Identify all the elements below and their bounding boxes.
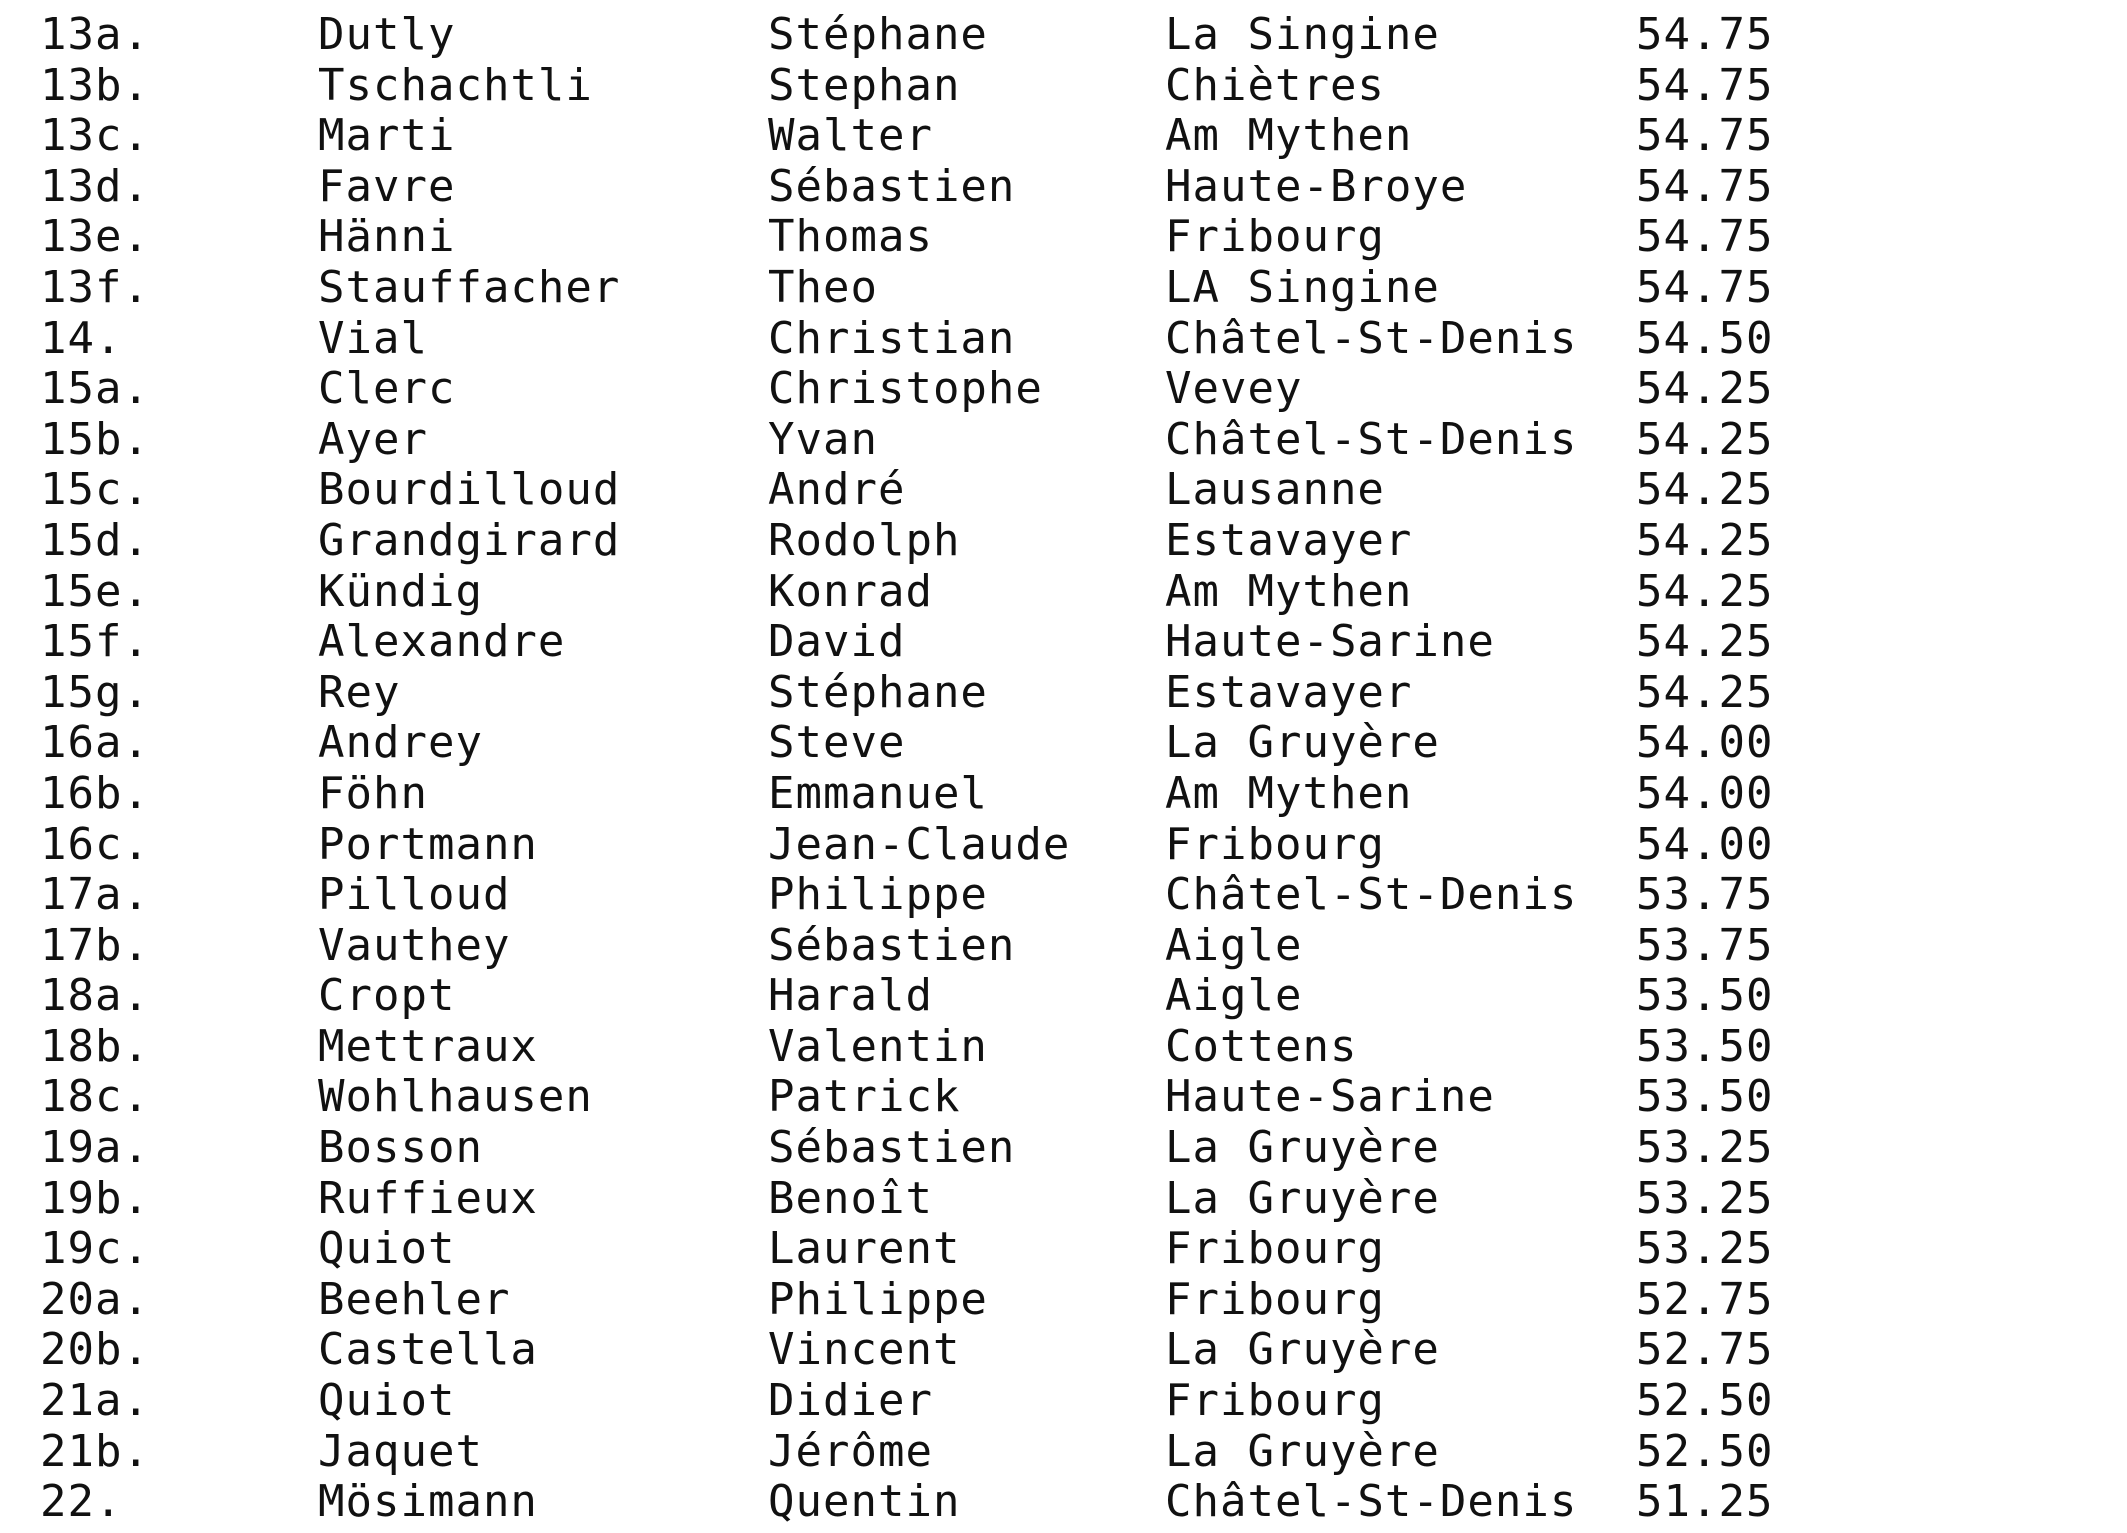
score-cell: 52.50: [1636, 1425, 1774, 1477]
result-row: [0, 769, 2127, 820]
last-name-cell: Föhn: [318, 767, 428, 819]
result-row: [0, 921, 2127, 972]
first-name-cell: Christophe: [768, 363, 1043, 415]
result-row: [0, 870, 2127, 921]
first-name-cell: David: [768, 616, 906, 668]
club-cell: LA Singine: [1165, 261, 1440, 313]
result-row: [0, 1376, 2127, 1427]
last-name-cell: Rey: [318, 666, 401, 718]
rank-cell: 18a.: [40, 970, 150, 1022]
club-cell: Am Mythen: [1165, 767, 1413, 819]
result-row: [0, 10, 2127, 61]
last-name-cell: Grandgirard: [318, 514, 621, 566]
last-name-cell: Ayer: [318, 413, 428, 465]
score-cell: 54.00: [1636, 818, 1774, 870]
score-cell: 53.50: [1636, 1020, 1774, 1072]
club-cell: Am Mythen: [1165, 110, 1413, 162]
rank-cell: 20b.: [40, 1324, 150, 1376]
score-cell: 53.75: [1636, 869, 1774, 921]
club-cell: Estavayer: [1165, 666, 1413, 718]
first-name-cell: Stéphane: [768, 9, 988, 60]
result-row: [0, 1224, 2127, 1275]
last-name-cell: Vial: [318, 312, 428, 364]
result-row: [0, 314, 2127, 365]
first-name-cell: Rodolph: [768, 514, 961, 566]
first-name-cell: Vincent: [768, 1324, 961, 1376]
score-cell: 53.75: [1636, 919, 1774, 971]
last-name-cell: Favre: [318, 160, 456, 212]
club-cell: La Gruyère: [1165, 1324, 1440, 1376]
last-name-cell: Mösimann: [318, 1476, 538, 1528]
club-cell: Fribourg: [1165, 1223, 1385, 1275]
score-cell: 54.75: [1636, 160, 1774, 212]
club-cell: Aigle: [1165, 919, 1303, 971]
club-cell: Fribourg: [1165, 211, 1385, 263]
club-cell: La Gruyère: [1165, 1172, 1440, 1224]
first-name-cell: Steve: [768, 717, 906, 769]
last-name-cell: Stauffacher: [318, 261, 621, 313]
first-name-cell: Didier: [768, 1375, 933, 1427]
first-name-cell: Thomas: [768, 211, 933, 263]
score-cell: 54.25: [1636, 565, 1774, 617]
last-name-cell: Pilloud: [318, 869, 511, 921]
first-name-cell: Philippe: [768, 869, 988, 921]
score-cell: 54.75: [1636, 110, 1774, 162]
last-name-cell: Wohlhausen: [318, 1071, 593, 1123]
rank-cell: 15f.: [40, 616, 150, 668]
result-row: [0, 1275, 2127, 1326]
last-name-cell: Bourdilloud: [318, 464, 621, 516]
score-cell: 54.50: [1636, 312, 1774, 364]
first-name-cell: Konrad: [768, 565, 933, 617]
score-cell: 54.25: [1636, 666, 1774, 718]
first-name-cell: Emmanuel: [768, 767, 988, 819]
score-cell: 54.25: [1636, 363, 1774, 415]
last-name-cell: Dutly: [318, 9, 456, 60]
first-name-cell: Sébastien: [768, 919, 1016, 971]
last-name-cell: Quiot: [318, 1375, 456, 1427]
rank-cell: 13b.: [40, 59, 150, 111]
result-row: [0, 415, 2127, 466]
first-name-cell: André: [768, 464, 906, 516]
result-row: [0, 61, 2127, 112]
score-cell: 54.25: [1636, 464, 1774, 516]
result-row: [0, 1022, 2127, 1073]
rank-cell: 15g.: [40, 666, 150, 718]
first-name-cell: Harald: [768, 970, 933, 1022]
rank-cell: 13c.: [40, 110, 150, 162]
first-name-cell: Theo: [768, 261, 878, 313]
club-cell: Haute-Broye: [1165, 160, 1468, 212]
rank-cell: 15c.: [40, 464, 150, 516]
score-cell: 53.50: [1636, 1071, 1774, 1123]
rank-cell: 16c.: [40, 818, 150, 870]
result-row: [0, 668, 2127, 719]
last-name-cell: Tschachtli: [318, 59, 593, 111]
score-cell: 54.25: [1636, 616, 1774, 668]
result-row: [0, 111, 2127, 162]
result-row: [0, 718, 2127, 769]
rank-cell: 21a.: [40, 1375, 150, 1427]
first-name-cell: Benoît: [768, 1172, 933, 1224]
score-cell: 52.50: [1636, 1375, 1774, 1427]
score-cell: 54.75: [1636, 9, 1774, 60]
club-cell: La Singine: [1165, 9, 1440, 60]
last-name-cell: Mettraux: [318, 1020, 538, 1072]
last-name-cell: Quiot: [318, 1223, 456, 1275]
rank-cell: 15b.: [40, 413, 150, 465]
last-name-cell: Hänni: [318, 211, 456, 263]
result-row: [0, 1427, 2127, 1478]
first-name-cell: Philippe: [768, 1273, 988, 1325]
score-cell: 54.00: [1636, 717, 1774, 769]
rank-cell: 18c.: [40, 1071, 150, 1123]
rank-cell: 21b.: [40, 1425, 150, 1477]
first-name-cell: Valentin: [768, 1020, 988, 1072]
first-name-cell: Patrick: [768, 1071, 961, 1123]
first-name-cell: Jean-Claude: [768, 818, 1071, 870]
club-cell: La Gruyère: [1165, 1425, 1440, 1477]
result-row: [0, 465, 2127, 516]
first-name-cell: Christian: [768, 312, 1016, 364]
last-name-cell: Castella: [318, 1324, 538, 1376]
score-cell: 54.75: [1636, 261, 1774, 313]
club-cell: Am Mythen: [1165, 565, 1413, 617]
score-cell: 53.25: [1636, 1223, 1774, 1275]
first-name-cell: Jérôme: [768, 1425, 933, 1477]
last-name-cell: Portmann: [318, 818, 538, 870]
club-cell: Lausanne: [1165, 464, 1385, 516]
club-cell: La Gruyère: [1165, 1122, 1440, 1174]
club-cell: Châtel-St-Denis: [1165, 312, 1578, 364]
last-name-cell: Bosson: [318, 1122, 483, 1174]
club-cell: La Gruyère: [1165, 717, 1440, 769]
result-row: [0, 567, 2127, 618]
score-cell: 54.75: [1636, 211, 1774, 263]
rank-cell: 13e.: [40, 211, 150, 263]
club-cell: Haute-Sarine: [1165, 1071, 1495, 1123]
last-name-cell: Clerc: [318, 363, 456, 415]
rank-cell: 14.: [40, 312, 123, 364]
club-cell: Châtel-St-Denis: [1165, 1476, 1578, 1528]
result-row: [0, 1477, 2127, 1528]
club-cell: Fribourg: [1165, 1273, 1385, 1325]
club-cell: Châtel-St-Denis: [1165, 413, 1578, 465]
rank-cell: 16b.: [40, 767, 150, 819]
score-cell: 53.25: [1636, 1172, 1774, 1224]
rank-cell: 13f.: [40, 261, 150, 313]
club-cell: Fribourg: [1165, 818, 1385, 870]
last-name-cell: Ruffieux: [318, 1172, 538, 1224]
result-row: [0, 617, 2127, 668]
first-name-cell: Stéphane: [768, 666, 988, 718]
result-row: [0, 162, 2127, 213]
club-cell: Châtel-St-Denis: [1165, 869, 1578, 921]
last-name-cell: Andrey: [318, 717, 483, 769]
rank-cell: 19c.: [40, 1223, 150, 1275]
result-row: [0, 1072, 2127, 1123]
result-row: [0, 820, 2127, 871]
result-row: [0, 971, 2127, 1022]
rank-cell: 15e.: [40, 565, 150, 617]
score-cell: 52.75: [1636, 1273, 1774, 1325]
score-cell: 52.75: [1636, 1324, 1774, 1376]
club-cell: Fribourg: [1165, 1375, 1385, 1427]
club-cell: Cottens: [1165, 1020, 1358, 1072]
result-row: [0, 212, 2127, 263]
rank-cell: 18b.: [40, 1020, 150, 1072]
score-cell: 54.25: [1636, 514, 1774, 566]
score-cell: 51.25: [1636, 1476, 1774, 1528]
result-row: [0, 1123, 2127, 1174]
rank-cell: 19a.: [40, 1122, 150, 1174]
club-cell: Haute-Sarine: [1165, 616, 1495, 668]
rank-cell: 19b.: [40, 1172, 150, 1224]
rank-cell: 15d.: [40, 514, 150, 566]
first-name-cell: Sébastien: [768, 1122, 1016, 1174]
last-name-cell: Kündig: [318, 565, 483, 617]
score-cell: 53.50: [1636, 970, 1774, 1022]
score-cell: 54.25: [1636, 413, 1774, 465]
club-cell: Estavayer: [1165, 514, 1413, 566]
results-list: [0, 10, 2127, 1528]
result-row: [0, 263, 2127, 314]
score-cell: 54.00: [1636, 767, 1774, 819]
result-row: [0, 516, 2127, 567]
last-name-cell: Alexandre: [318, 616, 566, 668]
last-name-cell: Vauthey: [318, 919, 511, 971]
score-cell: 53.25: [1636, 1122, 1774, 1174]
result-row: [0, 364, 2127, 415]
first-name-cell: Laurent: [768, 1223, 961, 1275]
last-name-cell: Beehler: [318, 1273, 511, 1325]
first-name-cell: Sébastien: [768, 160, 1016, 212]
result-row: [0, 1174, 2127, 1225]
first-name-cell: Stephan: [768, 59, 961, 111]
rank-cell: 17a.: [40, 869, 150, 921]
last-name-cell: Marti: [318, 110, 456, 162]
first-name-cell: Yvan: [768, 413, 878, 465]
rank-cell: 20a.: [40, 1273, 150, 1325]
rank-cell: 15a.: [40, 363, 150, 415]
rank-cell: 16a.: [40, 717, 150, 769]
rank-cell: 22.: [40, 1476, 123, 1528]
rank-cell: 13a.: [40, 9, 150, 60]
club-cell: Aigle: [1165, 970, 1303, 1022]
club-cell: Chiètres: [1165, 59, 1385, 111]
first-name-cell: Walter: [768, 110, 933, 162]
club-cell: Vevey: [1165, 363, 1303, 415]
score-cell: 54.75: [1636, 59, 1774, 111]
last-name-cell: Jaquet: [318, 1425, 483, 1477]
rank-cell: 13d.: [40, 160, 150, 212]
first-name-cell: Quentin: [768, 1476, 961, 1528]
last-name-cell: Cropt: [318, 970, 456, 1022]
result-row: [0, 1325, 2127, 1376]
rank-cell: 17b.: [40, 919, 150, 971]
